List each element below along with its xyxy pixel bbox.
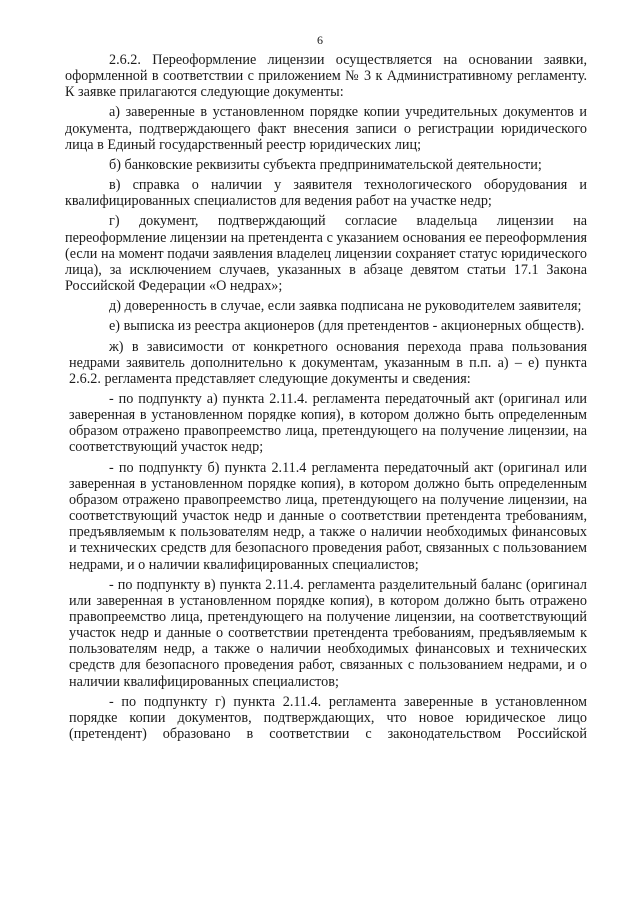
list-item-g: г) документ, подтверждающий согласие владельца лицензии на переоформление лицензии на претендента с указанием основания ее переоформления (если на момент подачи заявления владелец лицензии сохраняет статус юридического лица), за исключением случаев, указанных в абзаце девятом статьи 17.1 Закона Российской Федерации «О недрах»; <box>65 213 587 295</box>
subitem-g: - по подпункту г) пункта 2.11.4. регламента заверенные в установленном порядке копии документов, подтверждающих, что новое юридическое лицо (претендент) образовано в соответствии с законодательством Российской <box>69 693 587 743</box>
subitem-b: - по подпункту б) пункта 2.11.4 регламента передаточный акт (оригинал или заверенная в установленном порядке копия), в котором должно быть определенным образом отражено правопреемство лица, претендующего на получение лицензии, на соответствующий участок недр и данные о соответствии претендента требованиям, предъявляемым к пользователям недр, а также о наличии необходимых финансовых и технических средств для безопасного проведения работ, связанных с пользованием недрами, и о наличии квалифицированных специалистов; <box>69 459 587 573</box>
subitem-v: - по подпункту в) пункта 2.11.4. регламента разделительный баланс (оригинал или заверенная в установленном порядке копия), в котором должно быть отражено правопреемство лица, претендующего на получение лицензии, на соответствующий участок недр и данные о соответствии претендента требованиям, предъявляемым к пользователям недр, а также о наличии необходимых финансовых и технических средств для безопасного проведения работ, связанных с пользованием недрами, и о наличии квалифицированных специалистов; <box>69 576 587 690</box>
document-body <box>65 52 587 742</box>
list-item-e: е) выписка из реестра акционеров (для претендентов - акционерных обществ). <box>109 318 585 335</box>
list-item-v: в) справка о наличии у заявителя технологического оборудования и квалифицированных специалистов для ведения работ на участке недр; <box>65 177 587 210</box>
page-number: 6 <box>317 33 323 47</box>
list-item-b: б) банковские реквизиты субъекта предпринимательской деятельности; <box>109 156 542 173</box>
paragraph-2-6-2: 2.6.2. Переоформление лицензии осуществляется на основании заявки, оформленной в соответствии с приложением № 3 к Административному регламенту. К заявке прилагаются следующие документы: <box>65 52 587 101</box>
list-item-a: а) заверенные в установленном порядке копии учредительных документов и документа, подтверждающего факт внесения записи о регистрации юридического лица в Единый государственный реестр юридических лиц; <box>65 104 587 153</box>
list-item-zh: ж) в зависимости от конкретного основания перехода права пользования недрами заявитель дополнительно к документам, указанным в п.п. а) – е) пункта 2.6.2. регламента представляет следующие документы и сведения: <box>69 338 587 387</box>
subitem-a: - по подпункту а) пункта 2.11.4. регламента передаточный акт (оригинал или заверенная в установленном порядке копия), в котором должно быть определенным образом отражено правопреемство лица, претендующего на получение лицензии, на соответствующий участок недр; <box>69 390 587 456</box>
list-item-d: д) доверенность в случае, если заявка подписана не руководителем заявителя; <box>109 298 582 315</box>
